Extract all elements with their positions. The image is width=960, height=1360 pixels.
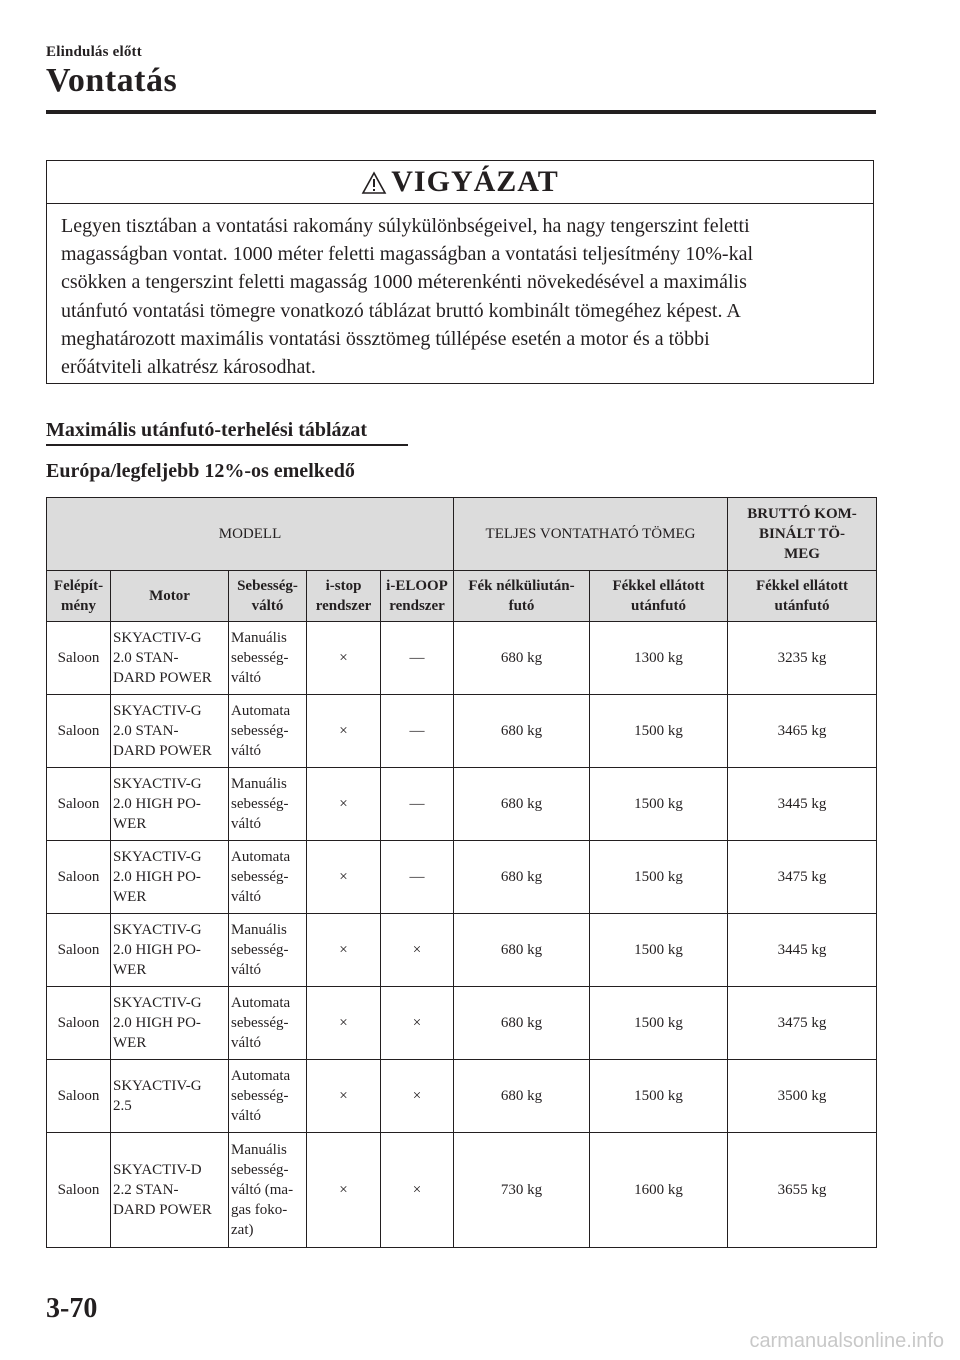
header-line: futó	[508, 598, 535, 614]
cell-line: sebesség-	[231, 869, 289, 885]
cell-gross: 3655 kg	[728, 1133, 877, 1248]
cell-line: SKYACTIV-G	[113, 1078, 202, 1094]
header-unbraked	[454, 571, 590, 622]
cell-braked: 1500 kg	[590, 1060, 728, 1133]
cell-istop: ×	[307, 695, 381, 768]
cell-ieloop: —	[381, 768, 454, 841]
cell-transmission	[229, 622, 307, 695]
cell-line: 2.0 STAN-	[113, 723, 179, 739]
cell-body: Saloon	[47, 841, 111, 914]
cell-unbraked: 680 kg	[454, 622, 590, 695]
cell-braked: 1600 kg	[590, 1133, 728, 1248]
title-divider	[46, 110, 876, 114]
cell-engine	[111, 1133, 229, 1248]
cell-gross: 3465 kg	[728, 695, 877, 768]
table-row	[47, 768, 877, 841]
cell-transmission	[229, 695, 307, 768]
header-braked	[590, 571, 728, 622]
cell-gross: 3445 kg	[728, 914, 877, 987]
cell-body: Saloon	[47, 1133, 111, 1248]
table-row	[47, 1060, 877, 1133]
cell-unbraked: 680 kg	[454, 768, 590, 841]
cell-ieloop: —	[381, 841, 454, 914]
cell-line: Automata	[231, 995, 291, 1011]
cell-istop: ×	[307, 987, 381, 1060]
header-line: rendszer	[389, 598, 445, 614]
cell-line: váltó	[231, 743, 261, 759]
cell-istop: ×	[307, 841, 381, 914]
header-line: Fék nélküliután-	[468, 578, 575, 594]
header-line: utánfutó	[630, 598, 686, 614]
cell-braked: 1500 kg	[590, 914, 728, 987]
cell-body: Saloon	[47, 987, 111, 1060]
cell-gross: 3445 kg	[728, 768, 877, 841]
section-label: Elindulás előtt	[46, 44, 142, 60]
cell-gross: 3475 kg	[728, 841, 877, 914]
cell-ieloop: ×	[381, 914, 454, 987]
cell-line: 2.0 HIGH PO-	[113, 869, 201, 885]
header-line: mény	[61, 598, 96, 614]
cell-line: váltó	[231, 1035, 261, 1051]
warning-line: Legyen tisztában a vontatási rakomány súlykülönbségeivel, ha nagy tengerszint feletti	[61, 215, 750, 237]
cell-ieloop: —	[381, 695, 454, 768]
header-line: BINÁLT TÖ-	[758, 526, 845, 542]
cell-line: 2.2 STAN-	[113, 1182, 179, 1198]
cell-istop: ×	[307, 622, 381, 695]
cell-istop: ×	[307, 1133, 381, 1248]
watermark: carmanualsonline.info	[749, 1330, 944, 1352]
cell-line: váltó	[231, 1108, 261, 1124]
cell-istop: ×	[307, 914, 381, 987]
header-line: MEG	[784, 546, 820, 562]
table-row	[47, 841, 877, 914]
cell-body: Saloon	[47, 695, 111, 768]
cell-line: SKYACTIV-G	[113, 703, 202, 719]
cell-unbraked: 680 kg	[454, 987, 590, 1060]
cell-line: WER	[113, 889, 147, 905]
cell-gross: 3500 kg	[728, 1060, 877, 1133]
cell-unbraked: 730 kg	[454, 1133, 590, 1248]
cell-engine	[111, 1060, 229, 1133]
page-title: Vontatás	[46, 62, 178, 99]
cell-unbraked: 680 kg	[454, 841, 590, 914]
cell-line: Manuális	[231, 776, 287, 792]
cell-line: váltó	[231, 962, 261, 978]
header-line: i-stop	[325, 578, 362, 594]
cell-body: Saloon	[47, 914, 111, 987]
cell-engine	[111, 987, 229, 1060]
warning-title: VIGYÁZAT	[391, 165, 559, 198]
cell-transmission	[229, 987, 307, 1060]
cell-transmission	[229, 1133, 307, 1248]
warning-header	[47, 161, 873, 204]
header-line: rendszer	[315, 598, 372, 614]
warning-line: csökken a tengerszint feletti magasság 1000 méterenkénti növekedésével a maximális	[61, 271, 747, 294]
cell-line: zat)	[231, 1222, 254, 1238]
cell-line: SKYACTIV-G	[113, 849, 202, 865]
cell-line: 2.0 STAN-	[113, 650, 179, 666]
cell-ieloop: ×	[381, 1133, 454, 1248]
cell-line: sebesség-	[231, 723, 289, 739]
table-row	[47, 1133, 877, 1248]
cell-line: WER	[113, 816, 147, 832]
cell-engine	[111, 695, 229, 768]
cell-engine	[111, 768, 229, 841]
table-row	[47, 914, 877, 987]
warning-triangle-icon	[361, 171, 387, 195]
cell-line: SKYACTIV-G	[113, 776, 202, 792]
header-line: Fékkel ellátott	[755, 578, 849, 594]
cell-braked: 1500 kg	[590, 768, 728, 841]
cell-transmission	[229, 841, 307, 914]
header-gross	[728, 498, 877, 571]
cell-braked: 1300 kg	[590, 622, 728, 695]
cell-line: SKYACTIV-G	[113, 922, 202, 938]
cell-line: WER	[113, 1035, 147, 1051]
cell-line: SKYACTIV-D	[113, 1162, 202, 1178]
table-subtitle: Európa/legfeljebb 12%-os emelkedő	[46, 460, 355, 482]
cell-line: váltó	[231, 889, 261, 905]
cell-line: Manuális	[231, 1142, 287, 1158]
cell-braked: 1500 kg	[590, 695, 728, 768]
cell-line: DARD POWER	[113, 1202, 212, 1218]
cell-line: DARD POWER	[113, 743, 212, 759]
cell-istop: ×	[307, 768, 381, 841]
cell-body: Saloon	[47, 768, 111, 841]
cell-ieloop: ×	[381, 1060, 454, 1133]
header-gross-braked	[728, 571, 877, 622]
table-row	[47, 987, 877, 1060]
cell-line: Automata	[231, 849, 291, 865]
warning-text	[47, 204, 873, 381]
header-line: BRUTTÓ KOM-	[747, 506, 857, 522]
cell-line: váltó	[231, 670, 261, 686]
cell-transmission	[229, 768, 307, 841]
warning-line: magasságban vontat. 1000 méter feletti magasságban a vontatási teljesítmény 10%-kal	[61, 243, 754, 266]
cell-line: 2.0 HIGH PO-	[113, 1015, 201, 1031]
cell-line: 2.0 HIGH PO-	[113, 796, 201, 812]
cell-gross: 3475 kg	[728, 987, 877, 1060]
header-model: MODELL	[47, 498, 454, 571]
header-total-tow: TELJES VONTATHATÓ TÖMEG	[454, 498, 728, 571]
table-body	[47, 622, 877, 1248]
header-line: Sebesség-	[237, 578, 298, 594]
cell-line: Manuális	[231, 922, 287, 938]
header-ieloop	[381, 571, 454, 622]
page-number: 3-70	[46, 1293, 98, 1324]
towing-table	[46, 497, 877, 1248]
warning-box	[46, 160, 874, 384]
header-istop	[307, 571, 381, 622]
cell-istop: ×	[307, 1060, 381, 1133]
cell-ieloop: —	[381, 622, 454, 695]
table-row	[47, 622, 877, 695]
cell-engine	[111, 622, 229, 695]
cell-line: SKYACTIV-G	[113, 630, 202, 646]
cell-body: Saloon	[47, 1060, 111, 1133]
cell-line: sebesség-	[231, 650, 289, 666]
cell-engine	[111, 914, 229, 987]
cell-braked: 1500 kg	[590, 987, 728, 1060]
cell-line: WER	[113, 962, 147, 978]
cell-unbraked: 680 kg	[454, 695, 590, 768]
header-line: Felépít-	[53, 578, 104, 594]
cell-line: gas foko-	[231, 1202, 288, 1218]
cell-line: sebesség-	[231, 1088, 289, 1104]
warning-line: utánfutó vontatási tömegre vonatkozó táblázat bruttó kombinált tömegéhez képest. A	[61, 299, 741, 322]
table-title: Maximális utánfutó-terhelési táblázat	[46, 419, 368, 441]
cell-unbraked: 680 kg	[454, 1060, 590, 1133]
cell-unbraked: 680 kg	[454, 914, 590, 987]
cell-gross: 3235 kg	[728, 622, 877, 695]
table-title-underline	[46, 444, 408, 446]
cell-line: sebesség-	[231, 1015, 289, 1031]
header-line: utánfutó	[774, 598, 830, 614]
cell-line: sebesség-	[231, 942, 289, 958]
cell-line: Manuális	[231, 630, 287, 646]
cell-ieloop: ×	[381, 987, 454, 1060]
cell-line: váltó	[231, 816, 261, 832]
cell-line: Automata	[231, 1068, 291, 1084]
cell-line: 2.5	[113, 1098, 132, 1114]
cell-transmission	[229, 1060, 307, 1133]
cell-line: Automata	[231, 703, 291, 719]
cell-braked: 1500 kg	[590, 841, 728, 914]
header-transmission	[229, 571, 307, 622]
header-engine: Motor	[111, 571, 229, 622]
warning-line: erőátviteli alkatrész károsodhat.	[61, 356, 316, 379]
cell-line: DARD POWER	[113, 670, 212, 686]
table-row	[47, 695, 877, 768]
cell-body: Saloon	[47, 622, 111, 695]
header-line: i-ELOOP	[386, 578, 448, 594]
cell-line: sebesség-	[231, 796, 289, 812]
header-line: váltó	[251, 598, 284, 614]
header-line: Fékkel ellátott	[612, 578, 705, 594]
warning-line: meghatározott maximális vontatási össztömeg túllépése esetén a motor és a többi	[61, 327, 710, 350]
cell-line: 2.0 HIGH PO-	[113, 942, 201, 958]
cell-line: SKYACTIV-G	[113, 995, 202, 1011]
cell-line: váltó (ma-	[231, 1182, 294, 1198]
cell-engine	[111, 841, 229, 914]
cell-transmission	[229, 914, 307, 987]
cell-line: sebesség-	[231, 1162, 289, 1178]
header-body	[47, 571, 111, 622]
